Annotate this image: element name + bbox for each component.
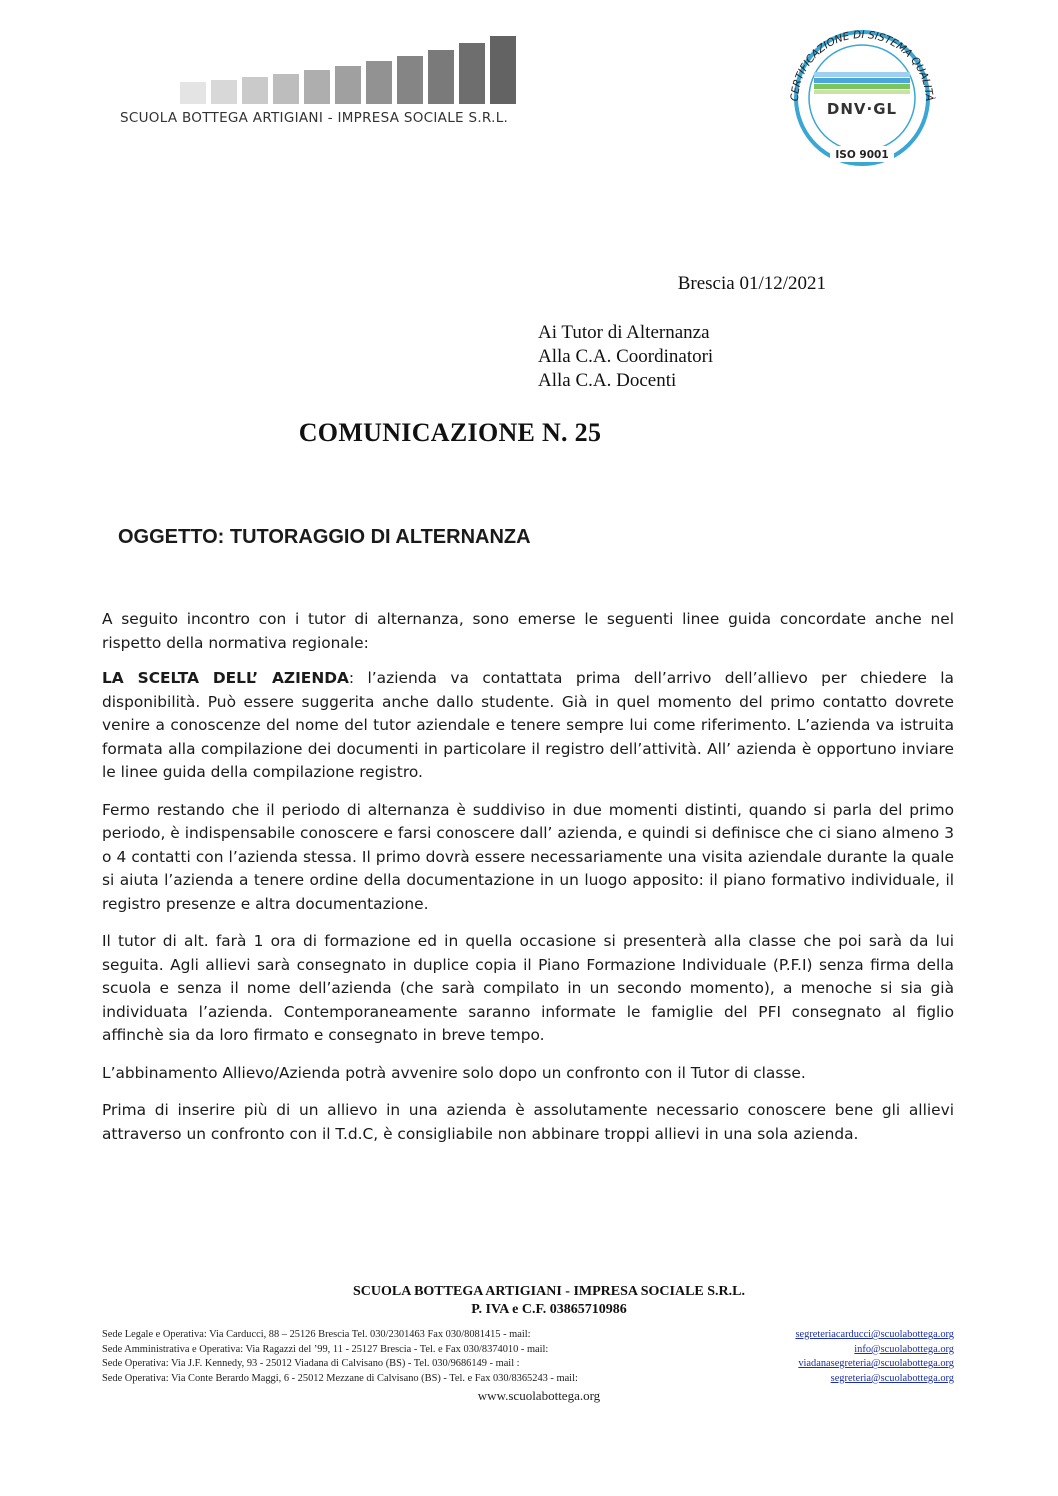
body-paragraph: Prima di inserire più di un allievo in una azienda è assolutamente necessario conoscere bene gli allievi attraverso un confronto con il T.d.C, è consigliabile non abbinare troppi allievi in una sola azienda. [102,1101,954,1143]
certification-arc-text: CERTIFICAZIONE DI SISTEMA QUALITÀ [788,28,936,102]
office-email-link[interactable]: info@scuolabottega.org [854,1343,954,1355]
communication-title: COMUNICAZIONE N. 25 [298,418,602,447]
section-lead: LA SCELTA DELL’ AZIENDA [102,669,349,687]
office-email-link[interactable]: viadanasegreteria@scuolabottega.org [798,1358,954,1370]
intro-paragraph: A seguito incontro con i tutor di alternanza, sono emerse le seguenti linee guida concordate anche nel rispetto della normativa regionale: [102,610,954,652]
office-address: Sede Legale e Operativa: Via Carducci, 88 – 25126 Brescia Tel. 030/2301463 Fax 030/8081415 - mail: [102,1329,531,1340]
office-row [102,1372,954,1387]
footer-website-link[interactable]: www.scuolabottega.org [477,1388,601,1403]
section-body: : l’azienda va contattata prima dell’arrivo dell’allievo per chiedere la disponibilità. Può essere suggerita anche dallo studente. Già in quel momento del primo contatto dovrete venire a conoscenze del nome del tutor aziendale e tenere sempre lui come riferimento. L’azienda va istruita formata alla compilazione dei documenti in particolare il registro dell’attività. All’ azienda è opportuno inviare le linee guida della compilazione registro. [102,669,954,781]
certification-standard: ISO 9001 [835,149,889,161]
footer-vat-number: P. IVA e C.F. 03865710986 [471,1302,627,1317]
body-paragraph: L’abbinamento Allievo/Azienda potrà avvenire solo dopo un confronto con il Tutor di classe. [102,1063,806,1082]
recipients-block [538,321,713,393]
logo-bars-graphic [180,36,520,104]
dnv-gl-seal [774,10,950,174]
recipient-line: Alla C.A. Coordinatori [538,346,714,367]
letter-footer [0,1284,1058,1403]
recipient-line: Ai Tutor di Alternanza [538,322,710,343]
body-paragraph: Il tutor di alt. farà 1 ora di formazione ed in quella occasione si presenterà alla classe che poi sarà da lui seguita. Agli allievi sarà consegnato in duplice copia il Piano Formazione Individuale (P.F.I) senza firma della scuola e senza il nome dell’azienda (che sarà compilato in un secondo momento), a menoche si sia già individuata l’azienda. Contemporaneamente saranno informate le famiglie del PFI consegnato al figlio affinchè sia da loro firmato e consegnato in breve tempo. [102,932,954,1044]
letter-subject: OGGETTO: TUTORAGGIO DI ALTERNANZA [118,526,531,548]
certification-brand: DNV·GL [826,100,898,118]
office-row [102,1343,954,1358]
body-paragraph: Fermo restando che il periodo di alternanza è suddiviso in due momenti distinti, quando si parla del primo periodo, è indispensabile conoscere e farsi conoscere dall’ azienda, e quindi si definisce che ci siano almeno 3 o 4 contatti con l’azienda stessa. Il primo dovrà essere necessariamente una visita aziendale durante la quale si aiuta l’azienda a tenere ordine della documentazione in un luogo apposito: il piano formativo individuale, il registro presenze e altra documentazione. [102,800,954,913]
office-email-link[interactable]: segreteria@scuolabottega.org [830,1372,954,1384]
office-row [102,1328,954,1343]
footer-offices-list [102,1328,954,1386]
recipient-line: Alla C.A. Docenti [538,370,677,391]
letter-body [102,608,954,1160]
footer-company-name: SCUOLA BOTTEGA ARTIGIANI - IMPRESA SOCIALE S.R.L. [353,1284,745,1299]
office-address: Sede Operativa: Via Conte Berardo Maggi, 6 - 25012 Mezzane di Calvisano (BS) - Tel. e Fax 030/8365243 - mail: [102,1372,578,1384]
office-row [102,1357,954,1372]
office-email-link[interactable]: segreteriacarducci@scuolabottega.org [795,1329,954,1340]
office-address: Sede Amministrativa e Operativa: Via Ragazzi del ’99, 11 - 25127 Brescia - Tel. e Fax 030/8374010 - mail: [102,1343,549,1355]
school-logo [118,36,518,132]
company-name: SCUOLA BOTTEGA ARTIGIANI - IMPRESA SOCIALE S.R.L. [120,110,509,126]
letter-place-date: Brescia 01/12/2021 [677,273,826,294]
company-choice-paragraph [102,667,954,785]
quality-certification-badge [774,10,950,174]
office-address: Sede Operativa: Via J.F. Kennedy, 93 - 25012 Viadana di Calvisano (BS) - Tel. 030/9686149 - mail : [102,1358,520,1370]
